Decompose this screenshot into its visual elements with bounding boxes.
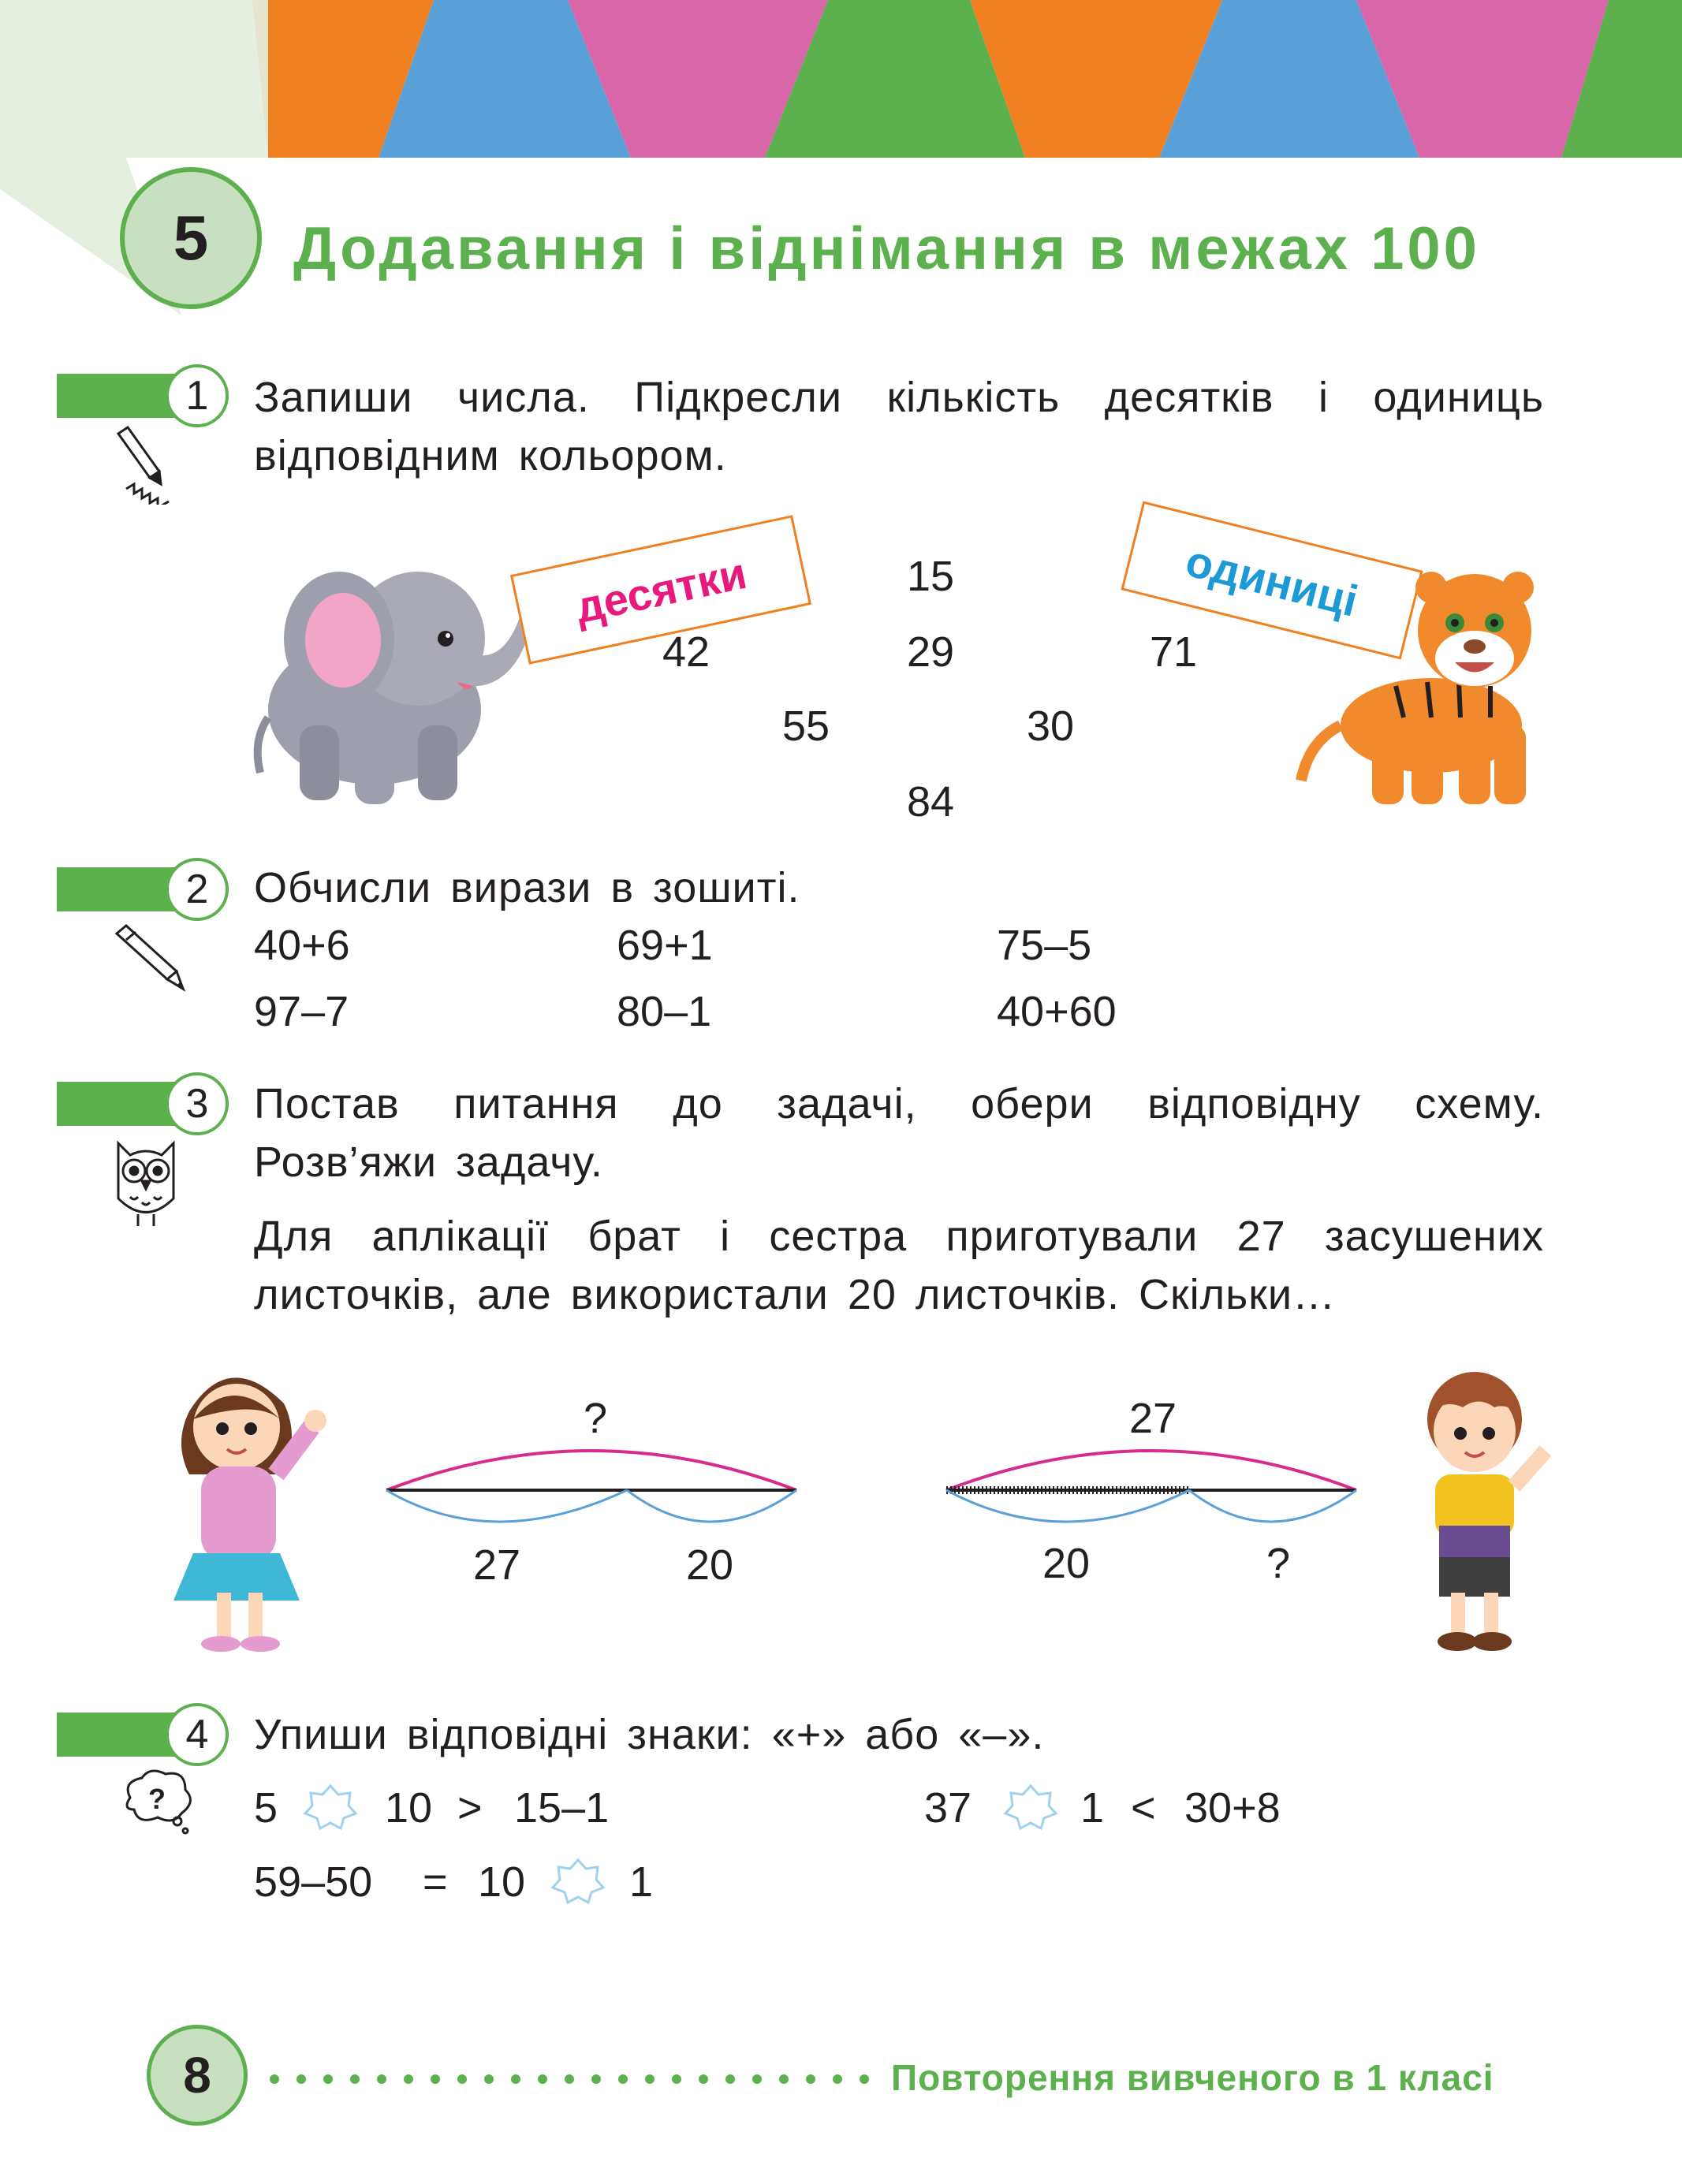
task-3-text-line3: Для аплікації брат і сестра приготували 27 засушених — [254, 1213, 1544, 1260]
eq2-b: 1 — [1080, 1784, 1105, 1832]
girl-illustration — [158, 1356, 355, 1656]
number-15: 15 — [907, 553, 955, 600]
tiger-illustration — [1293, 568, 1553, 812]
number-29: 29 — [907, 628, 955, 676]
scheme-2-left-label: 20 — [1042, 1540, 1091, 1587]
eq1-relation: > — [457, 1784, 483, 1832]
task-1-text-line2: відповідним кольором. — [254, 432, 727, 479]
eq2-c: 30+8 — [1184, 1784, 1281, 1832]
eq3-relation: = — [423, 1858, 448, 1906]
scheme-1-left-label: 27 — [473, 1541, 521, 1589]
page-number-badge — [147, 2025, 248, 2126]
owl-icon — [110, 1135, 181, 1230]
number-30: 30 — [1027, 703, 1075, 750]
dotted-leader — [268, 2067, 875, 2091]
scheme-2-right-label: ? — [1266, 1540, 1291, 1587]
eq3-b: 10 — [478, 1858, 526, 1906]
task-1-number: 1 — [166, 364, 229, 427]
scheme-2-diagram — [938, 1419, 1364, 1593]
expression-6: 40+60 — [997, 988, 1117, 1035]
question-cloud-icon — [118, 1766, 197, 1837]
task-4-number: 4 — [166, 1703, 229, 1766]
sign-tens — [510, 515, 811, 665]
task-3-text-line1: Постав питання до задачі, обери відповідну схему. — [254, 1080, 1544, 1127]
page-number: 8 — [183, 2047, 211, 2104]
eq3-c: 1 — [629, 1858, 654, 1906]
task-3-text-line4: листочків, але використали 20 листочків. Скільки… — [254, 1271, 1337, 1318]
task-2-number: 2 — [166, 858, 229, 921]
svg-text:?: ? — [148, 1783, 166, 1815]
sign-tens-label: десятки — [571, 547, 751, 632]
lesson-number: 5 — [173, 203, 209, 273]
elephant-illustration — [237, 552, 552, 812]
sign-units-label: одиниці — [1180, 535, 1363, 626]
lesson-title: Додавання і віднімання в межах 100 — [293, 215, 1480, 282]
number-55: 55 — [782, 703, 830, 750]
lesson-number-badge — [120, 167, 262, 309]
expression-4: 97–7 — [254, 988, 349, 1035]
task-2-instruction: Обчисли вирази в зошиті. — [254, 864, 800, 911]
task-3-text-line2: Розв’яжи задачу. — [254, 1139, 603, 1186]
task-1-text-line1: Запиши числа. Підкресли кількість десятків і одиниць — [254, 374, 1544, 421]
expression-2: 69+1 — [617, 922, 713, 969]
scheme-1-diagram — [379, 1419, 804, 1593]
eq1-b: 10 — [385, 1784, 433, 1832]
number-71: 71 — [1150, 628, 1198, 676]
sign-blank-3[interactable] — [550, 1858, 606, 1905]
number-42: 42 — [662, 628, 710, 676]
eq2-a: 37 — [924, 1784, 972, 1832]
pencil-icon — [110, 922, 189, 993]
sign-blank-1[interactable] — [303, 1783, 358, 1831]
decorative-banner — [0, 0, 1682, 158]
section-title: Повторення вивченого в 1 класі — [891, 2057, 1494, 2098]
eq1-a: 5 — [254, 1784, 278, 1832]
eq2-relation: < — [1131, 1784, 1156, 1832]
eq3-a: 59–50 — [254, 1858, 373, 1906]
task-3-number: 3 — [166, 1072, 229, 1135]
number-84: 84 — [907, 778, 955, 826]
scheme-2-top-label: 27 — [1129, 1395, 1177, 1442]
sign-blank-2[interactable] — [1003, 1783, 1058, 1831]
scheme-1-right-label: 20 — [686, 1541, 734, 1589]
scheme-1-top-label: ? — [584, 1395, 608, 1442]
task-4-instruction: Упиши відповідні знаки: «+» або «–». — [254, 1711, 1045, 1758]
expression-3: 75–5 — [997, 922, 1092, 969]
expression-5: 80–1 — [617, 988, 712, 1035]
eq1-c: 15–1 — [514, 1784, 610, 1832]
pencil-write-icon — [110, 426, 181, 505]
expression-1: 40+6 — [254, 922, 350, 969]
boy-illustration — [1396, 1356, 1569, 1664]
